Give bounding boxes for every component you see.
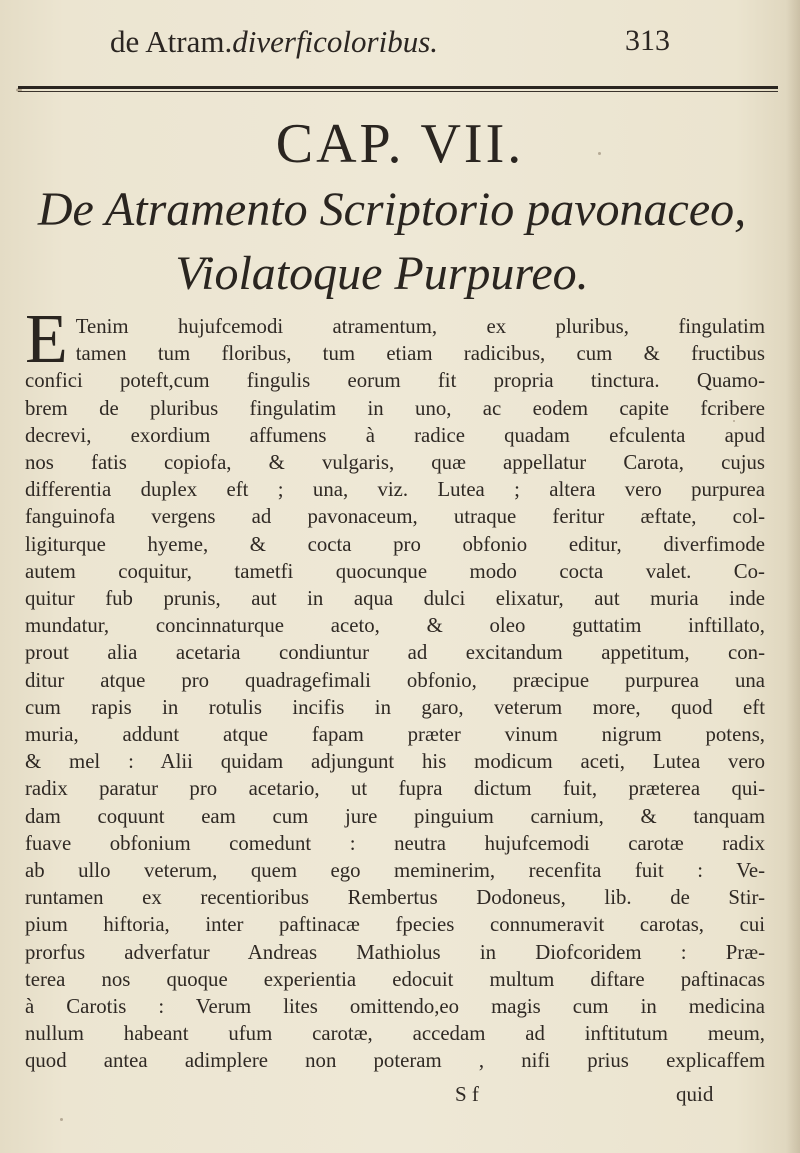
running-head-title-italic: diverficoloribus.: [232, 24, 439, 59]
text-line: confici poteft,cum fingulis eorum fit propria tinctura. Quamo-: [25, 369, 765, 393]
running-head-title: [110, 24, 438, 60]
text-line: dam coquunt eam cum jure pinguium carnium, & tanquam: [25, 804, 765, 828]
text-line: ab ullo veterum, quem ego meminerim, recenfita fuit : Ve-: [25, 859, 765, 883]
text-line: à Carotis : Verum lites omittendo,eo magis cum in medicina: [25, 995, 765, 1019]
running-head: [110, 20, 670, 70]
text-line: quitur fub prunis, aut in aqua dulci elixatur, aut muria inde: [25, 587, 765, 611]
text-line: prorfus adverfatur Andreas Mathiolus in Diofcoridem : Præ-: [25, 940, 765, 964]
chapter-subtitle-line-1: De Atramento Scriptorio pavonaceo,: [37, 183, 747, 236]
text-line: fuave obfonium comedunt : neutra hujufcemodi carotæ radix: [25, 831, 765, 855]
text-line: brem de pluribus fingulatim in uno, ac eodem capite fcribere: [25, 396, 765, 420]
header-rule: [18, 86, 778, 89]
page-footer: [0, 1082, 800, 1112]
ink-speck: [733, 420, 735, 422]
ink-speck: [598, 152, 601, 155]
text-line: quod antea adimplere non poteram , nifi prius explicaffem: [25, 1049, 765, 1073]
text-line: differentia duplex eft ; una, viz. Lutea ; altera vero purpurea: [25, 478, 765, 502]
body-text: [25, 301, 765, 1075]
text-line: cum rapis in rotulis incifis in garo, veterum more, quod eft: [25, 695, 765, 719]
signature-mark: S f: [455, 1082, 479, 1106]
text-line: prout alia acetaria condiuntur ad excitandum appetitum, con-: [25, 641, 765, 665]
text-line: & mel : Alii quidam adjungunt his modicum aceti, Lutea vero: [25, 750, 765, 774]
text-line: runtamen ex recentioribus Rembertus Dodoneus, lib. de Stir-: [25, 886, 765, 910]
text-line: muria, addunt atque fapam præter vinum nigrum potens,: [25, 723, 765, 747]
chapter-subtitle-line-2: Violatoque Purpureo.: [175, 247, 589, 300]
text-line: mundatur, concinnaturque aceto, & oleo guttatim inftillato,: [25, 614, 765, 638]
drop-cap: E: [25, 301, 68, 378]
text-line: ligiturque hyeme, & cocta pro obfonio editur, diverfimode: [25, 532, 765, 556]
ink-speck: [60, 1118, 63, 1121]
chapter-heading: CAP. VII.: [275, 113, 525, 175]
ink-speck: [16, 88, 22, 92]
text-line: fanguinofa vergens ad pavonaceum, utraque feritur æftate, col-: [25, 505, 765, 529]
text-line: nos fatis copiofa, & vulgaris, quæ appellatur Carota, cujus: [25, 451, 765, 475]
text-line: decrevi, exordium affumens à radice quadam efculenta apud: [25, 423, 765, 447]
text-line: Tenim hujufcemodi atramentum, ex pluribus, fingulatim: [75, 315, 765, 338]
text-line: nullum habeant ufum carotæ, accedam ad inftitutum meum,: [25, 1022, 765, 1046]
text-line: ditur atque pro quadragefimali obfonio, præcipue purpurea una: [25, 668, 765, 692]
text-line: pium hiftoria, inter paftinacæ fpecies connumeravit carotas, cui: [25, 913, 765, 937]
text-line: radix paratur pro acetario, ut fupra dictum fuit, præterea qui-: [25, 777, 765, 801]
text-line: tamen tum floribus, tum etiam radicibus, cum & fructibus: [75, 342, 765, 366]
header-rule-thin: [18, 91, 778, 92]
catchword: quid: [676, 1082, 714, 1106]
text-line: terea nos quoque experientia edocuit multum diftare paftinacas: [25, 967, 765, 991]
running-head-title-roman: de Atram.: [110, 24, 233, 59]
page-number: 313: [625, 24, 670, 57]
text-line: autem coquitur, tametfi quocunque modo cocta valet. Co-: [25, 559, 765, 583]
